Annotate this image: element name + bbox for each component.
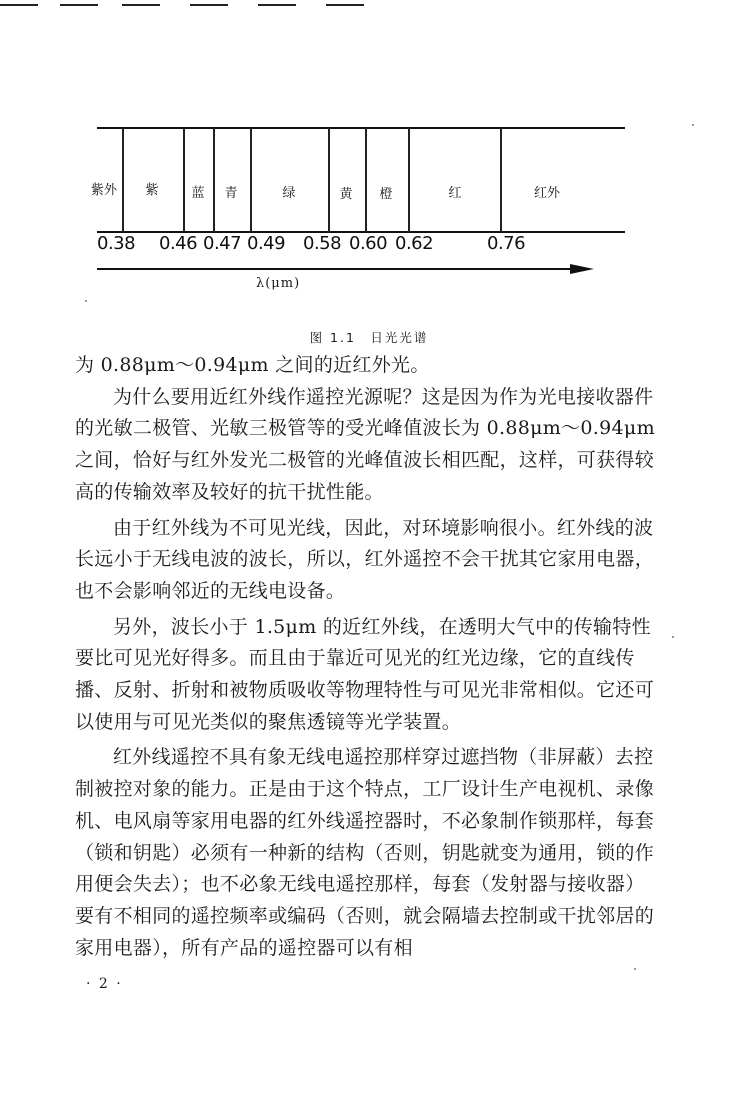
scan-speck	[634, 968, 636, 970]
band-label-blue: 蓝	[191, 186, 205, 201]
band-divider	[365, 128, 367, 232]
scan-speck	[692, 124, 694, 126]
band-label-infrared: 红外	[533, 186, 561, 201]
arrow-right-icon	[570, 264, 594, 274]
wavelength-axis-line	[97, 268, 587, 270]
band-label-yellow: 黄	[339, 187, 353, 202]
wavelength-tick: 0.58	[303, 233, 342, 254]
paragraph: 另外，波长小于 1.5μm 的近红外线，在透明大气中的传输特性要比可见光好得多。而且由于靠近可见光的红光边缘，它的直线传播、反射、折射和被物质吸收等物理特性与可见光非常相似。它还可以使用与可见光类似的聚焦透镜等光学装置。	[75, 615, 655, 733]
paragraph: 红外线遥控不具有象无线电遥控那样穿过遮挡物（非屏蔽）去控制被控对象的能力。正是由于这个特点，工厂设计生产电视机、录像机、电风扇等家用电器的红外线遥控器时，不必象制作锁那样，每套（锁和钥匙）必须有一种新的结构（否则，钥匙就变为通用，锁的作用便会失去）；也不必象无线电遥控那样，每套（发射器与接收器）要有不相同的遥控频率或编码（否则，就会隔墙去控制或干扰邻居的家用电器），所有产品的遥控器可以有相	[75, 746, 655, 959]
band-divider	[328, 128, 330, 232]
band-label-violet: 紫	[145, 183, 159, 198]
wavelength-tick: 0.47	[203, 233, 242, 254]
figure-caption: 图 1.1 日光光谱	[309, 330, 429, 345]
band-divider	[250, 128, 252, 232]
wavelength-tick: 0.60	[349, 233, 388, 254]
paragraph: 为什么要用近红外线作遥控光源呢？这是因为作为光电接收器件的光敏二极管、光敏三极管等的受光峰值波长为 0.88μm～0.94μm 之间，恰好与红外发光二极管的光峰值波长相匹配，这样，可获得较高的传输效率及较好的抗干扰性能。	[75, 385, 655, 503]
band-label-cyan: 青	[224, 186, 238, 201]
wavelength-tick: 0.46	[159, 233, 198, 254]
spectrum-top-border	[97, 127, 625, 129]
axis-label: λ(μm)	[256, 276, 301, 291]
band-label-ultraviolet: 紫外	[90, 183, 118, 198]
wavelength-tick: 0.49	[247, 233, 286, 254]
band-divider	[500, 128, 502, 232]
wavelength-tick: 0.76	[487, 233, 526, 254]
scan-speck	[85, 300, 87, 302]
scan-speck	[672, 636, 674, 638]
band-divider	[122, 128, 124, 232]
band-divider	[183, 128, 185, 232]
band-divider	[408, 128, 410, 232]
band-label-green: 绿	[282, 186, 296, 201]
paragraph: 为 0.88μm～0.94μm 之间的近红外光。	[75, 354, 430, 376]
wavelength-tick: 0.38	[97, 233, 136, 254]
body-text	[75, 350, 655, 964]
wavelength-tick: 0.62	[395, 233, 434, 254]
paragraph: 由于红外线为不可见光线，因此，对环境影响很小。红外线的波长远小于无线电波的波长，所以，红外遥控不会干扰其它家用电器，也不会影响邻近的无线电设备。	[75, 516, 655, 602]
band-divider	[213, 128, 215, 232]
page-number: · 2 ·	[86, 976, 123, 992]
band-label-red: 红	[448, 186, 462, 201]
spectrum-diagram	[0, 0, 738, 330]
band-label-orange: 橙	[379, 187, 393, 202]
